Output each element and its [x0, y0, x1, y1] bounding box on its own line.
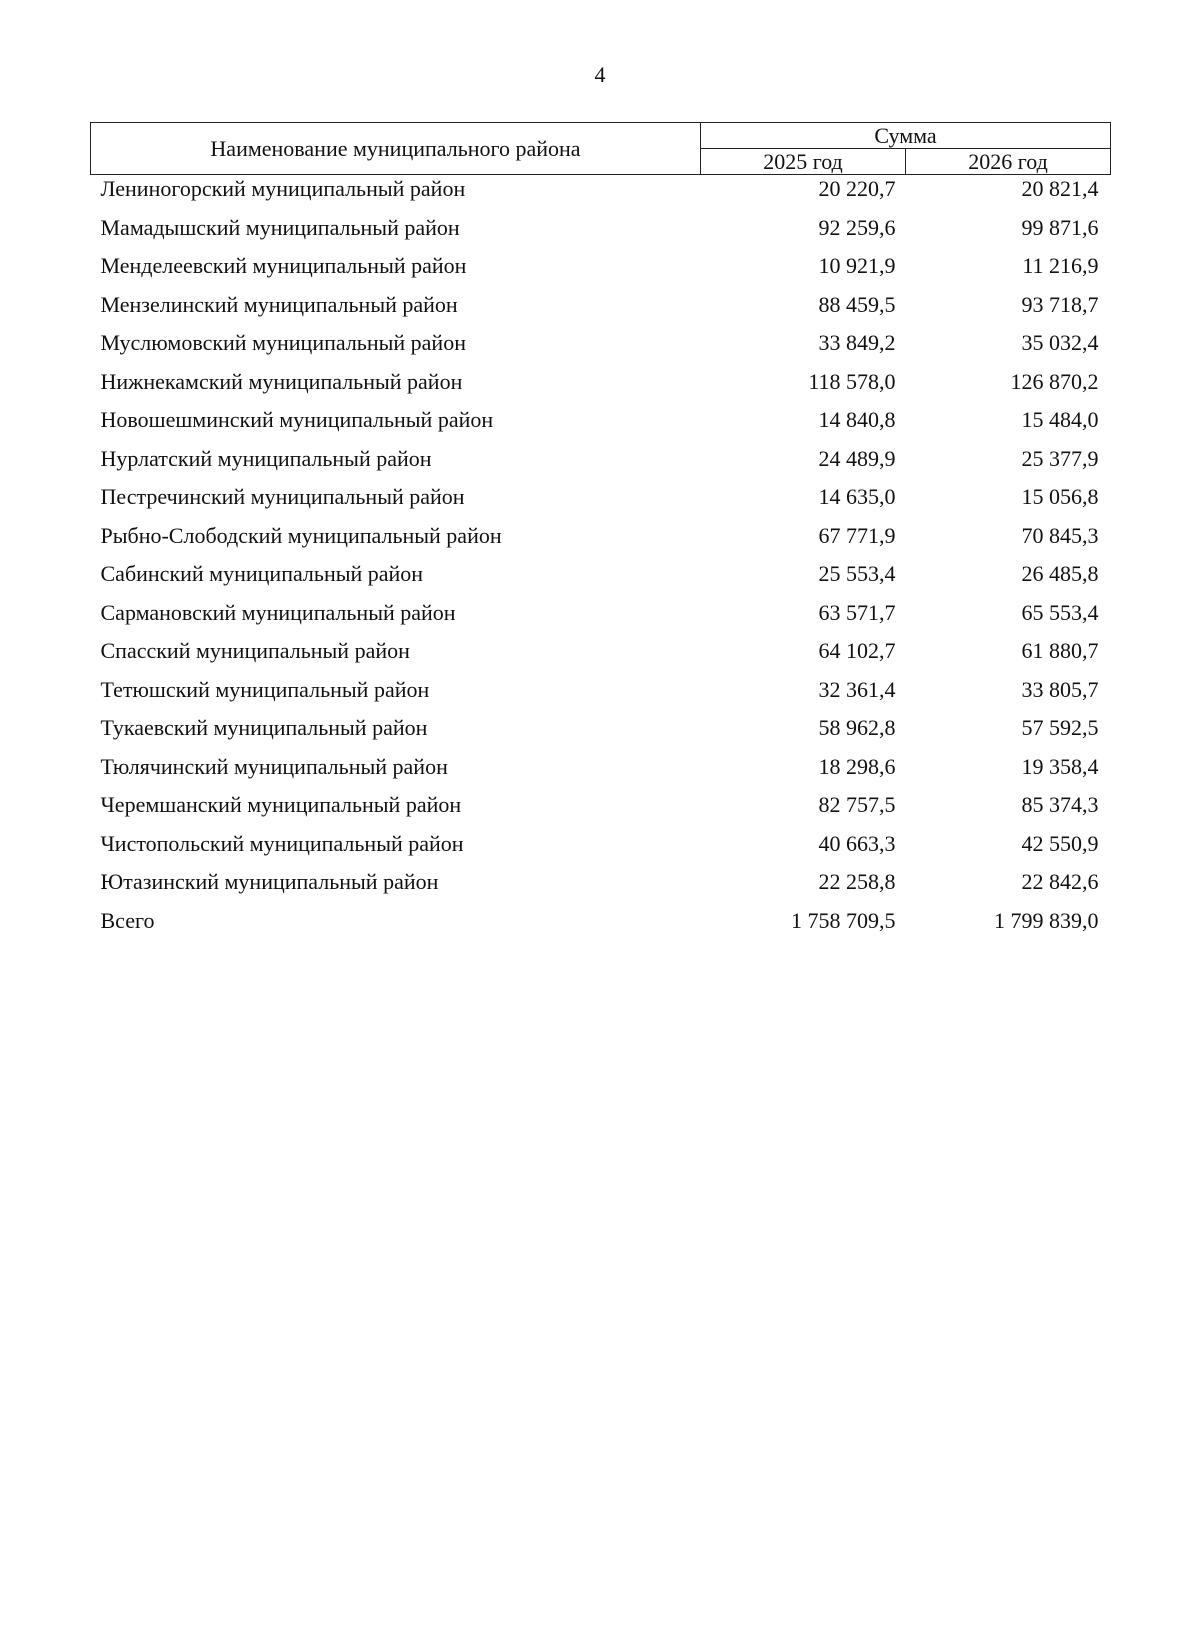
sum-2026-cell: 35 032,4 [1021, 330, 1099, 355]
sum-2026-cell: 93 718,7 [1021, 291, 1099, 317]
sum-2026-cell: 126 870,2 [1010, 368, 1099, 394]
sum-2026-cell: 22 842,6 [1021, 869, 1099, 894]
district-name-cell: Мензелинский муниципальный район [100, 291, 458, 317]
district-sums-table [90, 122, 1111, 945]
district-name-cell: Спасский муниципальный район [100, 638, 410, 663]
year-2025-header: 2025 год [701, 149, 906, 175]
district-name-cell: Новошешминский муниципальный район [100, 407, 494, 432]
district-name-cell: Нижнекамский муниципальный район [100, 368, 463, 394]
table-header [91, 123, 1111, 175]
sum-2026-cell: 99 871,6 [1021, 214, 1099, 240]
district-name-cell: Сабинский муниципальный район [100, 561, 424, 586]
sum-2026-cell: 42 550,9 [1021, 830, 1099, 856]
sum-2025-cell: 20 220,7 [818, 176, 896, 201]
table-row [91, 368, 1111, 407]
sum-2025-cell: 58 962,8 [818, 715, 896, 740]
district-name-cell: Мамадышский муниципальный район [100, 214, 460, 240]
sum-2025-cell: 40 663,3 [818, 830, 896, 856]
district-name-cell: Тюлячинский муниципальный район [100, 753, 448, 779]
sum-group-header: Сумма [701, 123, 1111, 149]
table-row [91, 175, 1111, 214]
table-row [91, 291, 1111, 330]
sum-2025-cell: 32 361,4 [818, 676, 896, 702]
district-name-cell: Черемшанский муниципальный район [100, 792, 462, 817]
district-name-header: Наименование муниципального района [91, 123, 701, 175]
sum-2025-cell: 22 258,8 [818, 869, 896, 894]
table-row [91, 868, 1111, 907]
sum-2026-cell: 57 592,5 [1021, 715, 1099, 740]
total-2025-cell: 1 758 709,5 [791, 907, 896, 933]
table-row [91, 522, 1111, 561]
sum-2026-cell: 61 880,7 [1021, 638, 1099, 663]
sum-2026-cell: 11 216,9 [1022, 253, 1099, 278]
table-row [91, 329, 1111, 368]
page-number: 4 [594, 62, 606, 87]
table-row [91, 483, 1111, 522]
sum-2026-cell: 70 845,3 [1021, 522, 1099, 548]
sum-2025-cell: 25 553,4 [818, 561, 896, 586]
sum-2026-cell: 65 553,4 [1021, 599, 1099, 625]
district-name-cell: Нурлатский муниципальный район [100, 445, 432, 471]
district-name-cell: Ютазинский муниципальный район [100, 869, 439, 894]
district-name-cell: Чистопольский муниципальный район [100, 830, 464, 856]
district-name-cell: Рыбно-Слободский муниципальный район [100, 522, 502, 548]
district-name-cell: Тетюшский муниципальный район [100, 676, 430, 702]
table-row [91, 445, 1111, 484]
sum-2026-cell: 26 485,8 [1021, 561, 1099, 586]
table-body [91, 175, 1111, 946]
sum-2026-cell: 15 484,0 [1021, 407, 1099, 432]
table-row [91, 637, 1111, 676]
table-row [91, 252, 1111, 291]
table-row [91, 560, 1111, 599]
sum-2026-cell: 25 377,9 [1021, 445, 1099, 471]
sum-2026-cell: 19 358,4 [1021, 753, 1099, 779]
table-row [91, 791, 1111, 830]
sum-2025-cell: 64 102,7 [818, 638, 896, 663]
table-row [91, 830, 1111, 869]
district-name-cell: Менделеевский муниципальный район [100, 253, 467, 278]
year-2026-header: 2026 год [906, 149, 1111, 175]
district-name-cell: Лениногорский муниципальный район [100, 176, 466, 201]
table-row [91, 599, 1111, 638]
sum-2025-cell: 88 459,5 [818, 291, 896, 317]
sum-2025-cell: 92 259,6 [818, 214, 896, 240]
table-row [91, 714, 1111, 753]
sum-2025-cell: 63 571,7 [818, 599, 896, 625]
sum-2026-cell: 20 821,4 [1021, 176, 1099, 201]
sum-2025-cell: 118 578,0 [808, 368, 896, 394]
district-name-cell: Муслюмовский муниципальный район [100, 330, 466, 355]
table-row [91, 214, 1111, 253]
sum-2026-cell: 15 056,8 [1021, 484, 1099, 509]
sum-2025-cell: 67 771,9 [818, 522, 896, 548]
sum-2025-cell: 33 849,2 [818, 330, 896, 355]
sum-2026-cell: 33 805,7 [1021, 676, 1099, 702]
table-row [91, 676, 1111, 715]
district-name-cell: Тукаевский муниципальный район [100, 715, 428, 740]
total-row [91, 907, 1111, 946]
table-row [91, 406, 1111, 445]
sum-2025-cell: 10 921,9 [818, 253, 896, 278]
total-2026-cell: 1 799 839,0 [994, 907, 1099, 933]
total-label: Всего [100, 907, 155, 933]
sum-2025-cell: 18 298,6 [818, 753, 896, 779]
district-name-cell: Пестречинский муниципальный район [100, 484, 465, 509]
sum-2025-cell: 24 489,9 [818, 445, 896, 471]
sum-2025-cell: 14 840,8 [818, 407, 896, 432]
sum-2025-cell: 14 635,0 [818, 484, 896, 509]
sum-2025-cell: 82 757,5 [818, 792, 896, 817]
sum-2026-cell: 85 374,3 [1021, 792, 1099, 817]
table-row [91, 753, 1111, 792]
district-name-cell: Сармановский муниципальный район [100, 599, 456, 625]
